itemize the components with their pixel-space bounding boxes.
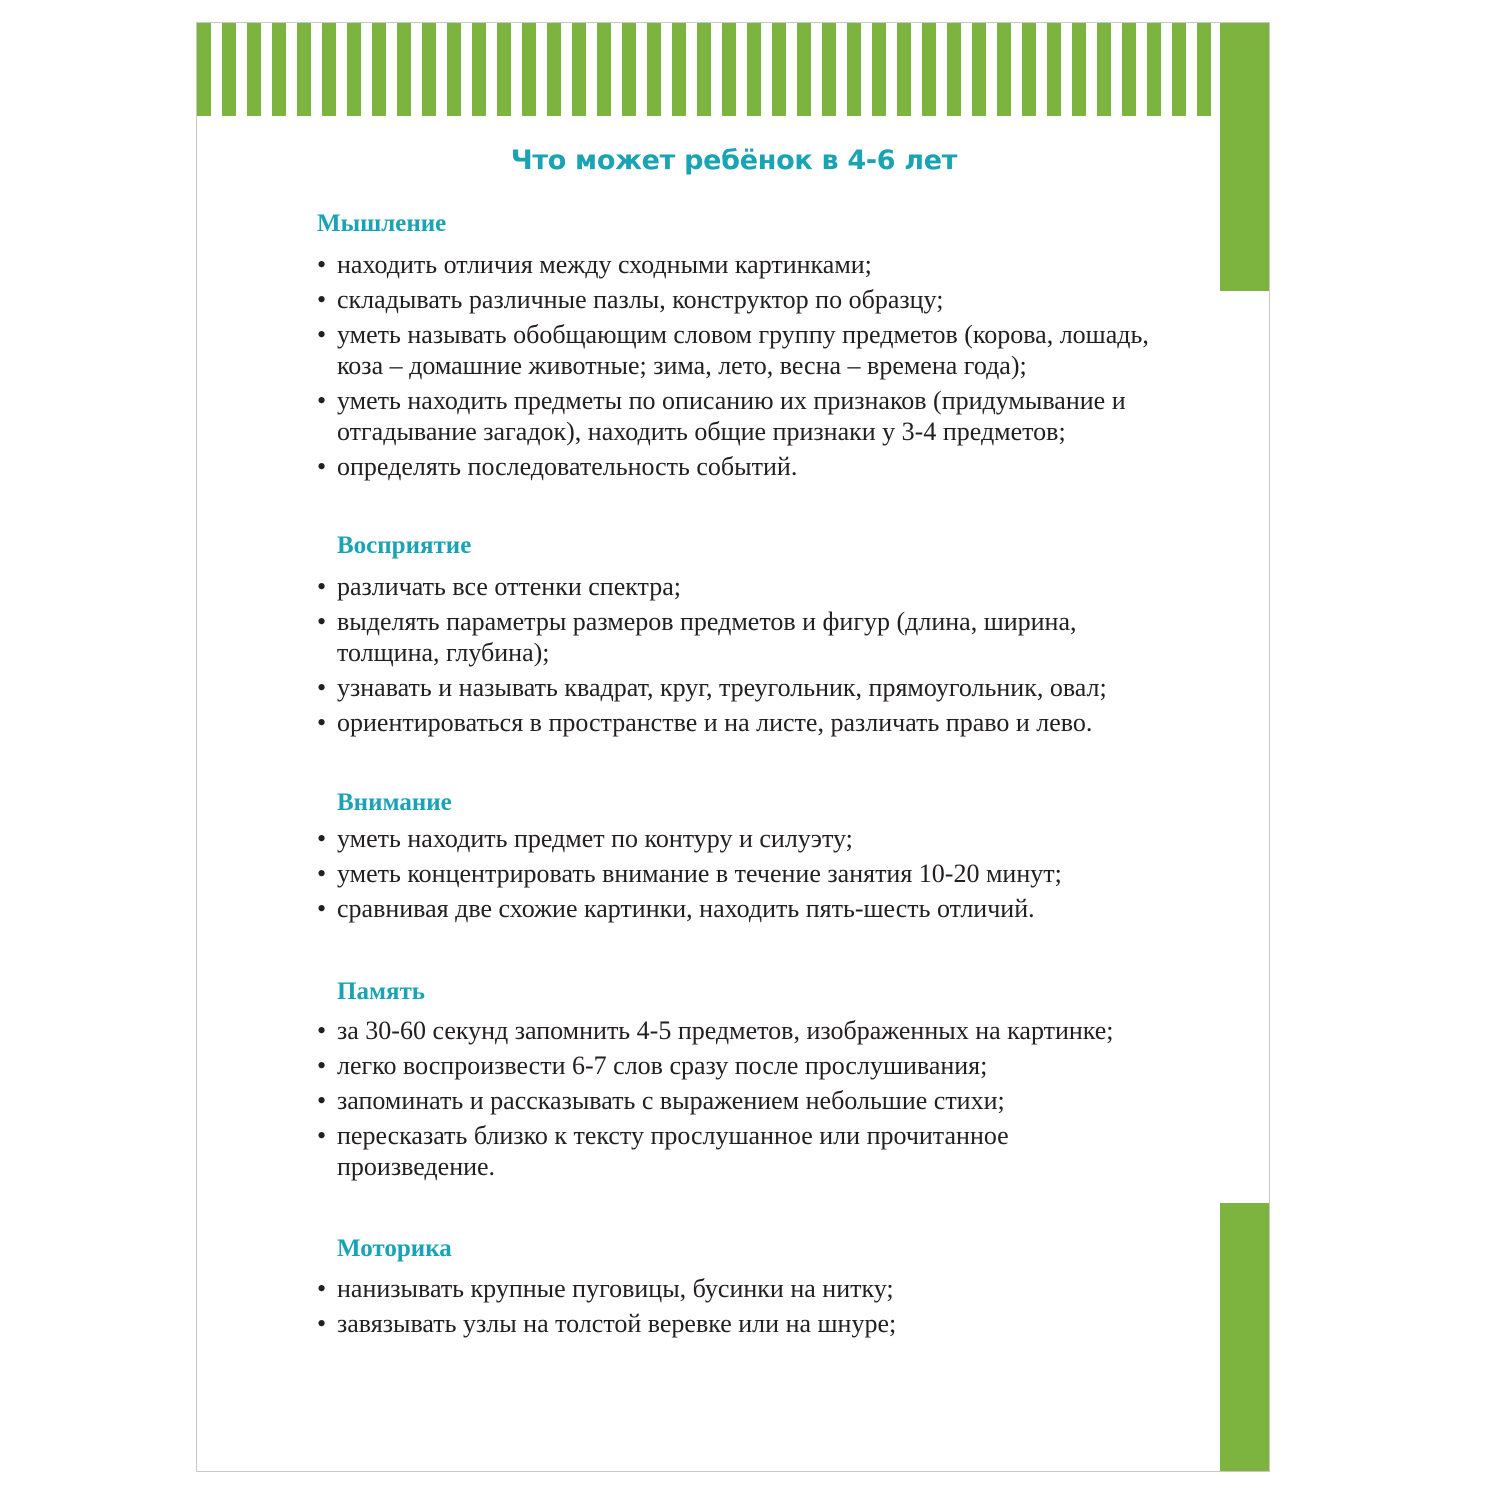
list-memory <box>315 1015 1155 1186</box>
list-thinking <box>315 249 1155 486</box>
list-item: • ориентироваться в пространстве и на листе, различать право и лево. <box>315 707 1155 738</box>
list-item: • выделять параметры размеров предметов и фигур (длина, ширина, толщина, глубина); <box>315 606 1155 668</box>
list-item: • завязывать узлы на толстой веревке или на шнуре; <box>315 1308 1155 1339</box>
list-item: • запоминать и рассказывать с выражением небольшие стихи; <box>315 1085 1155 1116</box>
document-page <box>196 22 1270 1472</box>
list-item: • пересказать близко к тексту прослушанное или прочитанное произведение. <box>315 1120 1155 1182</box>
list-item: • уметь находить предмет по контуру и силуэту; <box>315 823 1155 854</box>
section-heading-perception: Восприятие <box>337 532 472 559</box>
list-item: • нанизывать крупные пуговицы, бусинки на нитку; <box>315 1273 1155 1304</box>
list-attention <box>315 823 1155 928</box>
list-perception <box>315 571 1155 742</box>
section-heading-thinking: Мышление <box>317 210 447 237</box>
list-item: • легко воспроизвести 6-7 слов сразу после прослушивания; <box>315 1050 1155 1081</box>
striped-header-band <box>197 23 1270 116</box>
list-item: • уметь находить предметы по описанию их признаков (придумывание и отгадывание загадок), находить общие признаки у 3-4 предметов; <box>315 385 1155 447</box>
section-heading-memory: Память <box>337 978 426 1005</box>
page-title: Что может ребёнок в 4-6 лет <box>510 145 958 176</box>
list-item: • определять последовательность событий. <box>315 451 1155 482</box>
section-heading-attention: Внимание <box>337 789 452 816</box>
list-item: • различать все оттенки спектра; <box>315 571 1155 602</box>
list-motor <box>315 1273 1155 1343</box>
list-item: • находить отличия между сходными картинками; <box>315 249 1155 280</box>
side-bar-bottom <box>1220 1203 1270 1472</box>
list-item: • сравнивая две схожие картинки, находить пять-шесть отличий. <box>315 893 1155 924</box>
list-item: • уметь называть обобщающим словом группу предметов (корова, лошадь, коза – домашние животные; зима, лето, весна – времена года); <box>315 319 1155 381</box>
list-item: • складывать различные пазлы, конструктор по образцу; <box>315 284 1155 315</box>
section-heading-motor: Моторика <box>337 1235 452 1262</box>
list-item: • узнавать и называть квадрат, круг, треугольник, прямоугольник, овал; <box>315 672 1155 703</box>
list-item: • уметь концентрировать внимание в течение занятия 10-20 минут; <box>315 858 1155 889</box>
list-item: • за 30-60 секунд запомнить 4-5 предметов, изображенных на картинке; <box>315 1015 1155 1046</box>
